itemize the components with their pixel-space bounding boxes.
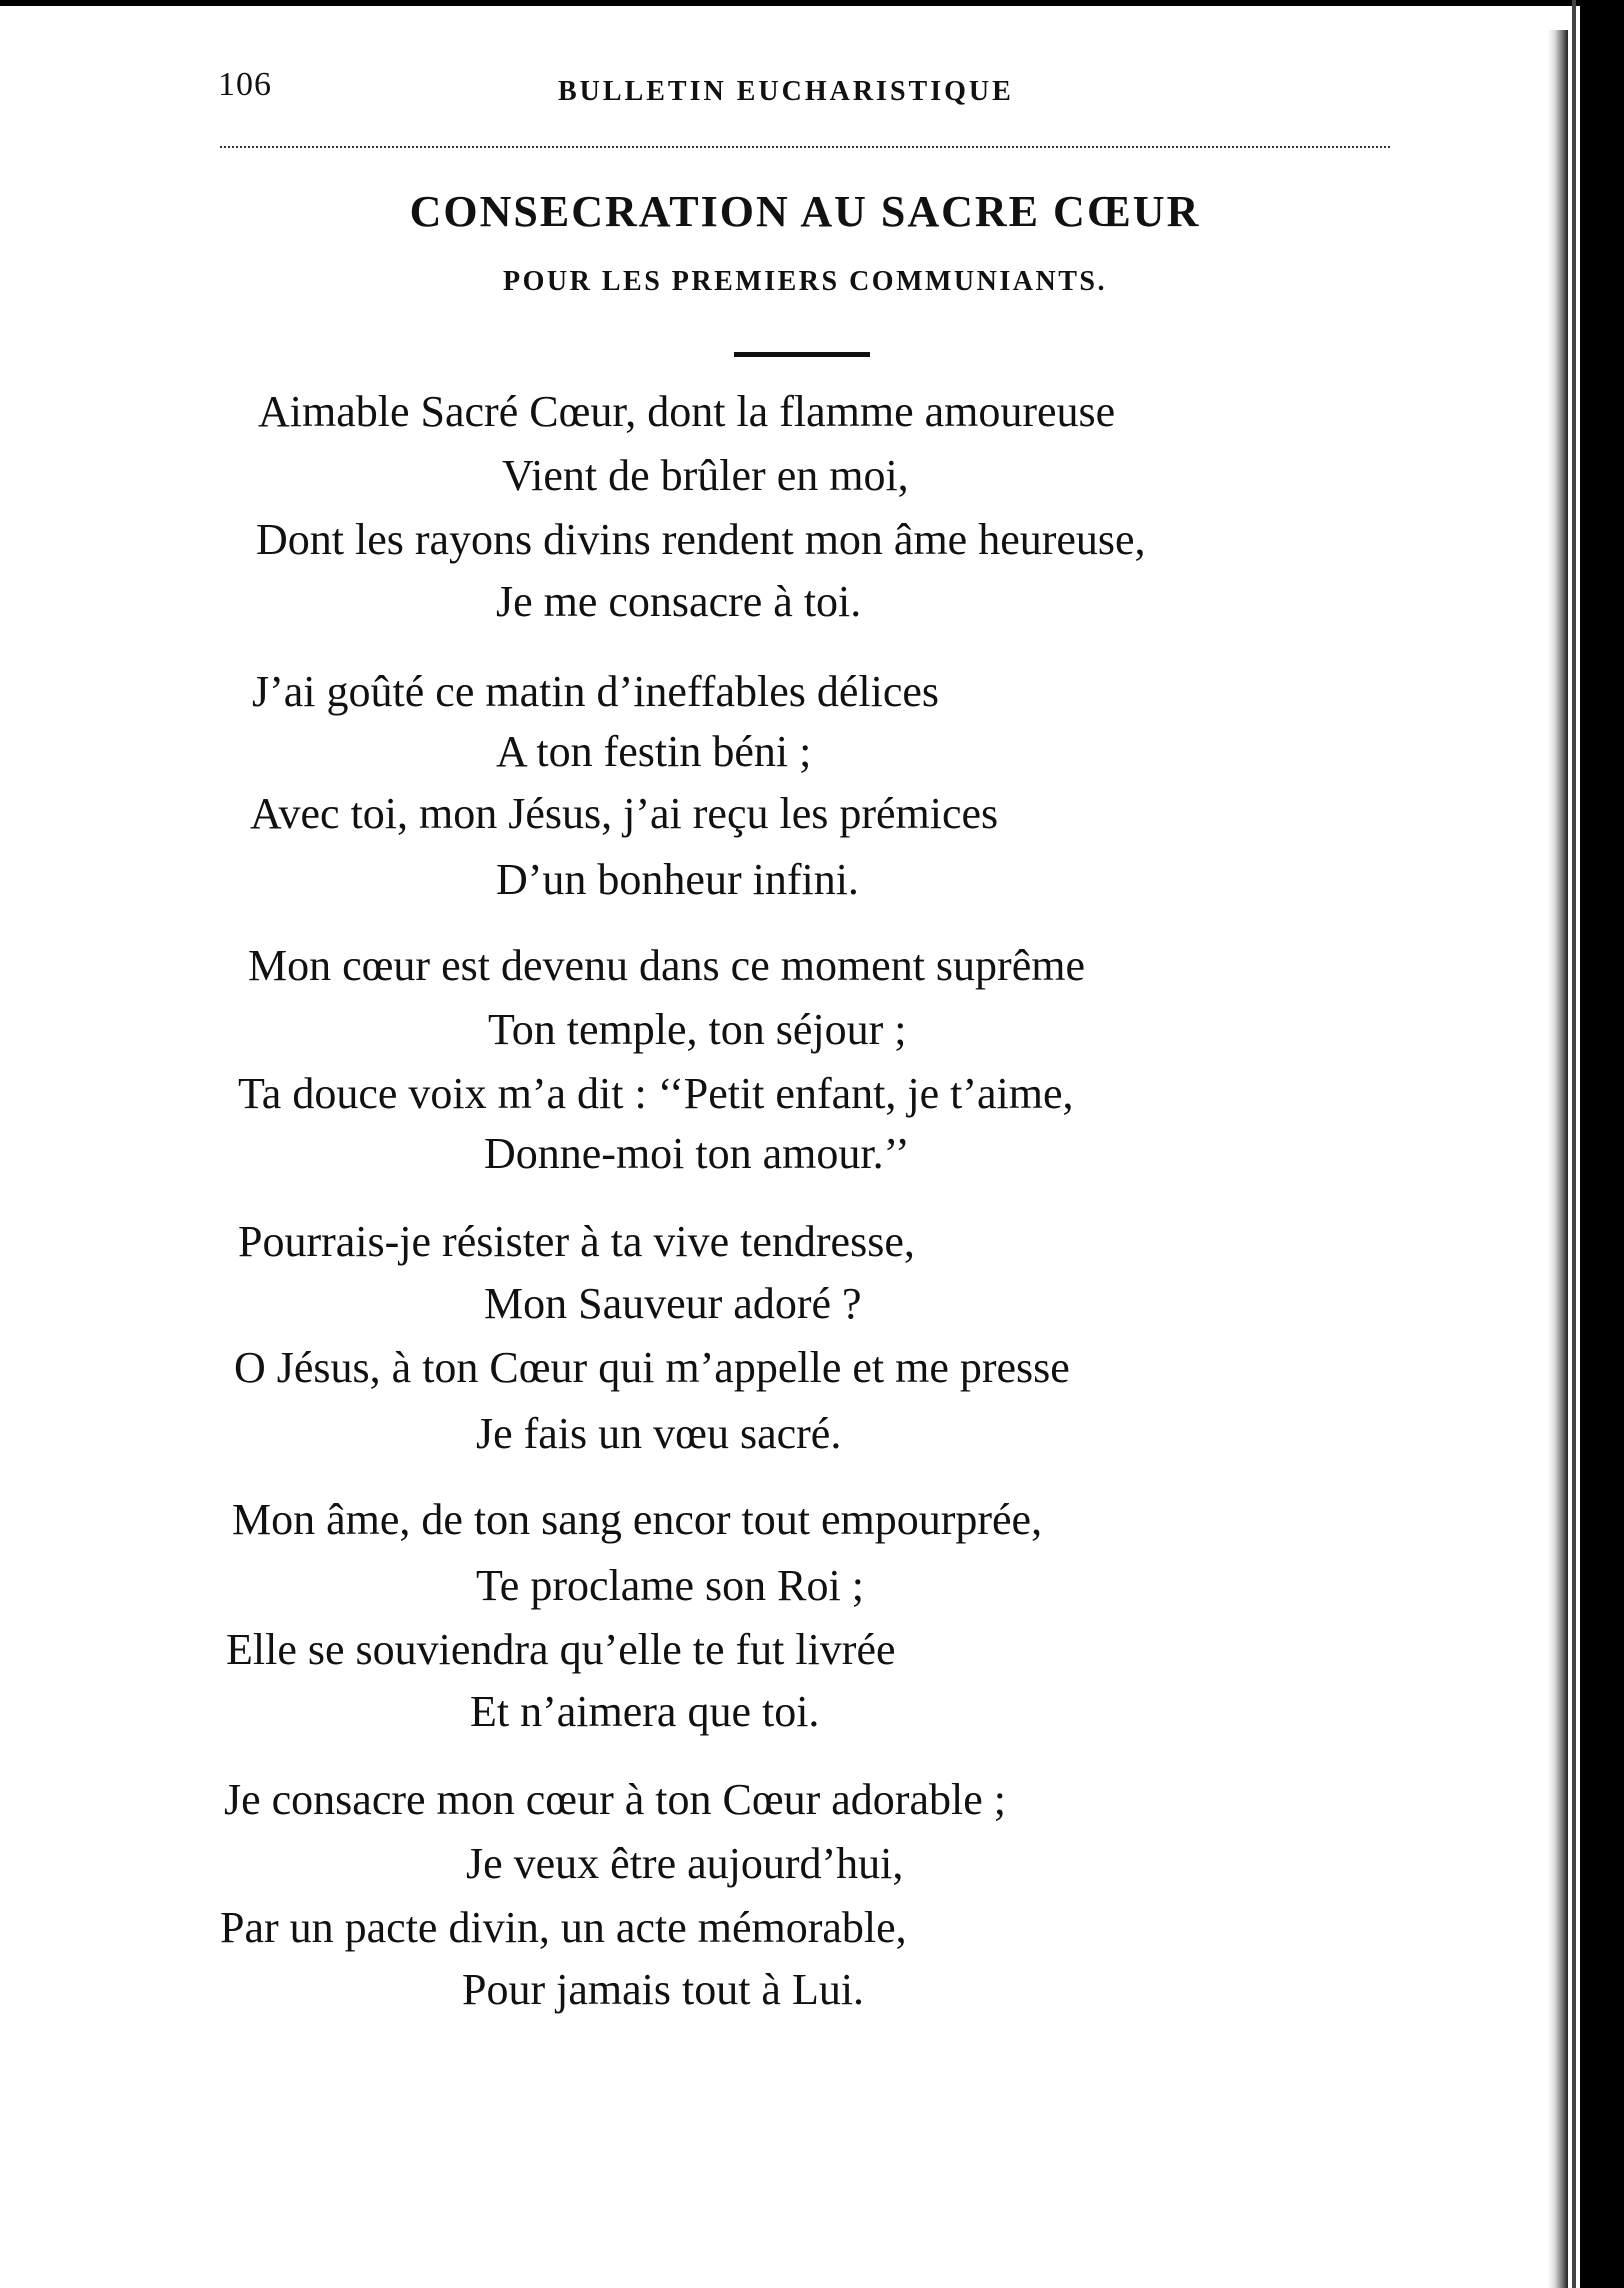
verse-line: J’ai goûté ce matin d’ineffables délices <box>252 667 940 716</box>
running-title: BULLETIN EUCHARISTIQUE <box>558 76 1014 107</box>
verse-line: Ta douce voix m’a dit : ‘‘Petit enfant, je t’aime, <box>238 1069 1074 1118</box>
poem-subtitle: POUR LES PREMIERS COMMUNIANTS. <box>503 266 1107 297</box>
verse-line: Ton temple, ton séjour ; <box>488 1005 907 1054</box>
verse-line: Mon Sauveur adoré ? <box>484 1279 862 1328</box>
verse-line: A ton festin béni ; <box>496 727 812 776</box>
verse-line: Avec toi, mon Jésus, j’ai reçu les prémices <box>250 789 999 838</box>
verse-line: Et n’aimera que toi. <box>470 1687 820 1736</box>
page-number: 106 <box>218 66 272 103</box>
verse-line: Je me consacre à toi. <box>496 577 862 626</box>
verse-line: Dont les rayons divins rendent mon âme heureuse, <box>256 515 1146 564</box>
verse-line: Je veux être aujourd’hui, <box>466 1839 904 1888</box>
verse-line: Elle se souviendra qu’elle te fut livrée <box>226 1625 896 1674</box>
verse-line: Pourrais-je résister à ta vive tendresse, <box>238 1217 915 1266</box>
poem-title: CONSECRATION AU SACRE CŒUR <box>409 187 1201 236</box>
verse-line: Vient de brûler en moi, <box>502 451 909 500</box>
verse-line: O Jésus, à ton Cœur qui m’appelle et me presse <box>234 1343 1070 1392</box>
verse-line: Te proclame son Roi ; <box>476 1561 864 1610</box>
verse-line: Je fais un vœu sacré. <box>476 1409 842 1458</box>
verse-line: Je consacre mon cœur à ton Cœur adorable ; <box>224 1775 1006 1824</box>
verse-line: Pour jamais tout à Lui. <box>462 1965 865 2014</box>
verse-line: Par un pacte divin, un acte mémorable, <box>220 1903 907 1952</box>
verse-line: D’un bonheur infini. <box>496 855 859 904</box>
verse-line: Mon cœur est devenu dans ce moment suprême <box>248 941 1085 990</box>
verse-line: Donne-moi ton amour.’’ <box>484 1129 910 1178</box>
verse-line: Aimable Sacré Cœur, dont la flamme amoureuse <box>258 387 1116 436</box>
verse-line: Mon âme, de ton sang encor tout empourprée, <box>232 1495 1043 1544</box>
